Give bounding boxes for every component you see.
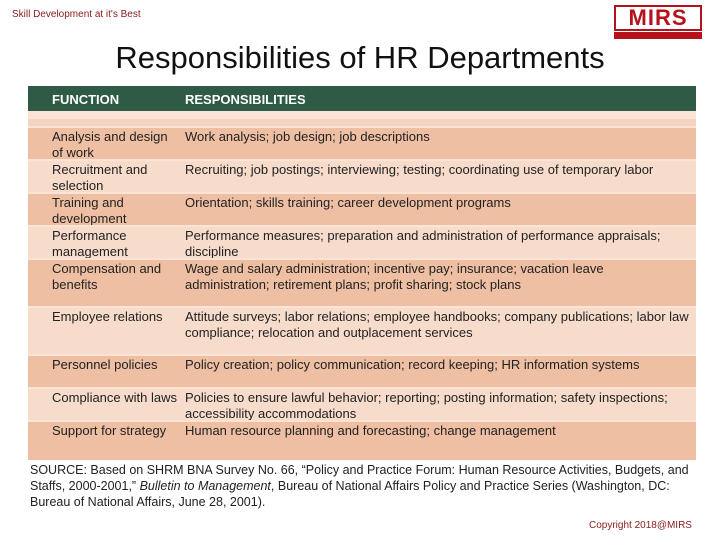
function-cell: Personnel policies xyxy=(52,357,158,372)
table-row xyxy=(28,420,696,460)
responsibilities-cell: Work analysis; job design; job descriptions xyxy=(185,129,430,144)
responsibilities-cell: Recruiting; job postings; interviewing; testing; coordinating use of temporary labor xyxy=(185,162,654,177)
responsibilities-cell: Wage and salary administration; incentive pay; insurance; vacation leave administration; retirement plans; profit sharing; stock plans xyxy=(185,261,604,292)
table-row xyxy=(28,126,696,159)
table-row xyxy=(28,354,696,387)
source-citation xyxy=(28,460,696,524)
function-cell: Compensation and benefits xyxy=(52,261,162,292)
function-cell: Compliance with laws xyxy=(52,390,177,405)
tagline: Skill Development at it's Best xyxy=(12,9,141,20)
page-title: Responsibilities of HR Departments xyxy=(115,40,605,75)
table-row xyxy=(28,258,696,306)
table-header xyxy=(28,86,696,111)
function-cell: Support for strategy xyxy=(52,423,167,438)
table-row xyxy=(28,306,696,354)
function-cell: Performance management xyxy=(52,228,128,259)
table-row xyxy=(28,225,696,258)
responsibilities-cell: Attitude surveys; labor relations; employee handbooks; company publications; labor law compliance; relocation and outplacement services xyxy=(185,309,689,340)
table-row xyxy=(28,192,696,225)
function-cell: Employee relations xyxy=(52,309,163,324)
column-header-function: FUNCTION xyxy=(52,92,120,107)
responsibilities-cell: Performance measures; preparation and administration of performance appraisals; discipline xyxy=(185,228,661,259)
function-cell: Training and development xyxy=(52,195,127,226)
logo-text: MIRS xyxy=(614,5,702,31)
header-spacer xyxy=(28,111,696,119)
table-row xyxy=(28,159,696,192)
logo-bar xyxy=(614,32,702,39)
column-header-responsibilities: RESPONSIBILITIES xyxy=(185,92,306,107)
mirs-logo xyxy=(614,5,702,39)
responsibilities-cell: Policies to ensure lawful behavior; reporting; posting information; safety inspections; accessibility accommodations xyxy=(185,390,668,421)
responsibilities-table xyxy=(28,86,696,460)
responsibilities-cell: Orientation; skills training; career development programs xyxy=(185,195,511,210)
responsibilities-cell: Policy creation; policy communication; record keeping; HR information systems xyxy=(185,357,640,372)
responsibilities-cell: Human resource planning and forecasting; change management xyxy=(185,423,556,438)
table-row xyxy=(28,387,696,420)
source-journal: Bulletin to Management xyxy=(139,479,271,493)
source-suffix: , Bureau of National Affairs Policy and Practice Series (Washington, DC: Bureau of National Affairs, June 28, 2001). xyxy=(30,479,670,509)
function-cell: Recruitment and selection xyxy=(52,162,148,193)
copyright: Copyright 2018@MIRS xyxy=(589,520,692,531)
source-prefix: SOURCE: Based on SHRM BNA Survey No. 66, “Policy and Practice Forum: Human Resource Activities, Budgets, and Staffs, 2000-2001,” xyxy=(30,463,689,493)
function-cell: Analysis and design of work xyxy=(52,129,168,160)
